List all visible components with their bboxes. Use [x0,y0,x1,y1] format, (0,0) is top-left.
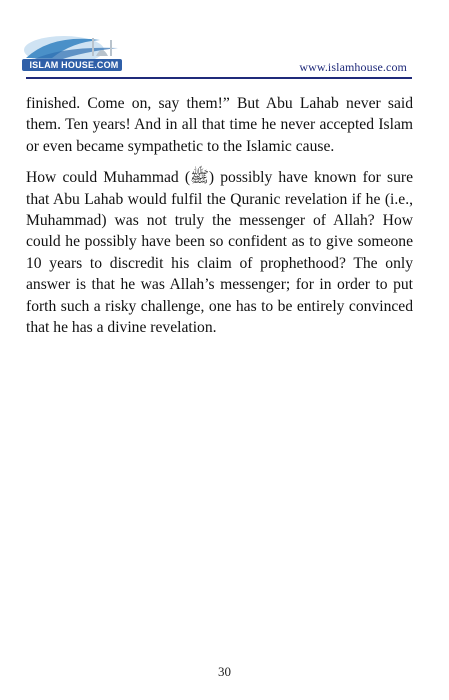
header-divider [26,77,412,79]
page-header [0,0,449,90]
paragraph: finished. Come on, say them!” But Abu Lahab never said them. Ten years! And in all that time he never accepted Islam or even became sympathetic to the Islamic cause. [26,95,413,155]
page-body [26,93,413,348]
site-url-link[interactable]: www.islamhouse.com [299,60,407,74]
paragraph: How could Muhammad (ﷺ) possibly have known for sure that Abu Lahab would fulfil the Quranic revelation if he (i.e., Muhammad) was not truly the messenger of Allah? How could he possibly have been so confident as to give someone 10 years to discredit his claim of prophethood? The only answer is that he was Allah’s messenger; for in order to put forth such a risky challenge, one has to be entirely convinced that he has a divine revelation. [26,169,413,337]
islamhouse-logo [22,28,130,74]
page-number: 30 [218,664,231,679]
logo-text: ISLAM HOUSE.COM [29,60,119,70]
